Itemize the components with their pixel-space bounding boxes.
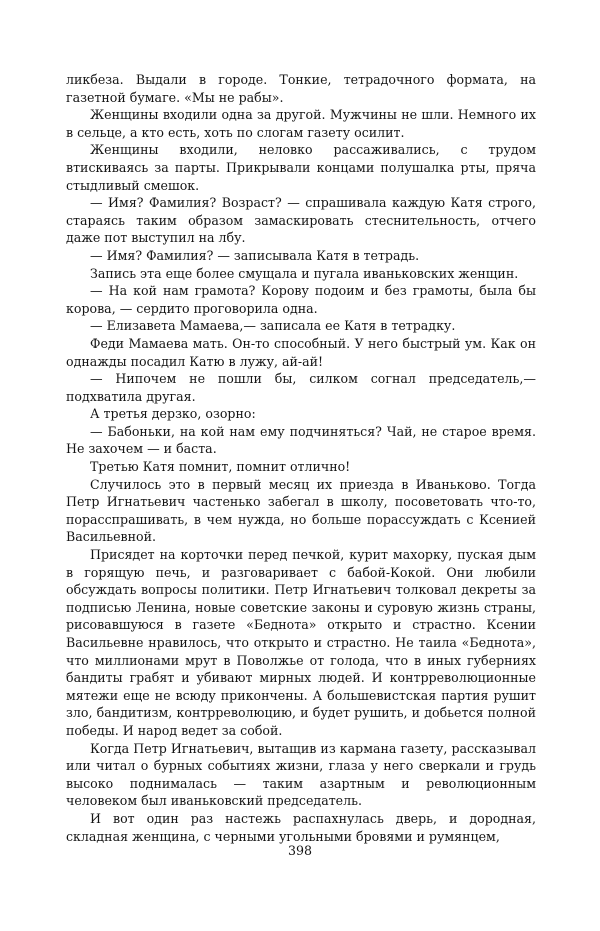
paragraph: Случилось это в первый месяц их приезда в Иваньково. Тогда Петр Игнатьевич частенько забегал в школу, посоветовать что-то, порасспрашивать, в чем нужда, но больше порассуждать с Ксенией Васильевной. — [66, 476, 536, 545]
page-number: 398 — [287, 843, 313, 858]
paragraph: — Имя? Фамилия? Возраст? — спрашивала каждую Катя строго, стараясь таким образом замаскировать стеснительность, отчего даже пот выступил на лбу. — [66, 195, 536, 246]
paragraph: — Имя? Фамилия? — записывала Катя в тетрадь. — [90, 247, 420, 263]
paragraph: Запись эта еще более смущала и пугала иваньковских женщин. — [90, 265, 519, 281]
paragraph: Когда Петр Игнатьевич, вытащив из кармана газету, рассказывал или читал о бурных событиях жизни, глаза у него сверкали и грудь высоко поднималась — таким азартным и революционным человеком был иваньковский председатель. — [66, 740, 536, 809]
page-text — [66, 71, 536, 845]
paragraph: А третья дерзко, озорно: — [90, 406, 256, 422]
paragraph: — На кой нам грамота? Корову подоим и без грамоты, была бы корова, — сердито проговорила одна. — [66, 283, 536, 316]
paragraph: — Бабоньки, на кой нам ему подчиняться? Чай, не старое время. Не захочем — и баста. — [66, 423, 536, 457]
paragraph: Женщины входили одна за другой. Мужчины не шли. Немного их в сельце, а кто есть, хоть по слогам газету осилит. — [66, 107, 536, 140]
paragraph: Феди Мамаева мать. Он-то способный. У него быстрый ум. Как он однажды посадил Катю в лужу, ай-ай! — [66, 335, 536, 369]
paragraph: И вот один раз настежь распахнулась дверь, и дородная, складная женщина, с черными угольными бровями и румянцем, — [66, 810, 536, 844]
paragraph: — Елизавета Мамаева,— записала ее Катя в тетрадку. — [90, 318, 456, 334]
paragraph: Третью Катя помнит, помнит отлично! — [90, 459, 351, 475]
paragraph: Присядет на корточки перед печкой, курит махорку, пуская дым в горящую печь, и разговаривает с бабой-Кокой. Они любили обсуждать вопросы политики. Петр Игнатьевич толковал декреты за подписью Ленина, новые советские законы и суровую жизнь страны, рисовавшуюся в газете «Беднота» открыто и страстно. Ксении Васильевне нравилось, что открыто и страстно. Не таила «Беднота», что миллионами мрут в Поволжье от голода, что в иных губерниях бандиты грабят и убивают мирных людей. И контрреволюционные мятежи еще не всюду прикончены. А большевистская партия рушит зло, бандитизм, контрреволюцию, и будет рушить, и добьется полной победы. И народ ведет за собой. — [66, 547, 536, 738]
paragraph: Женщины входили, неловко рассаживались, с трудом втискиваясь за парты. Прикрывали концами полушалка рты, пряча стыдливый смешок. — [66, 142, 536, 193]
paragraph: ликбеза. Выдали в городе. Тонкие, тетрадочного формата, на газетной бумаге. «Мы не рабы». — [66, 72, 536, 105]
paragraph: — Нипочем не пошли бы, силком согнал председатель,— подхватила другая. — [66, 371, 536, 404]
